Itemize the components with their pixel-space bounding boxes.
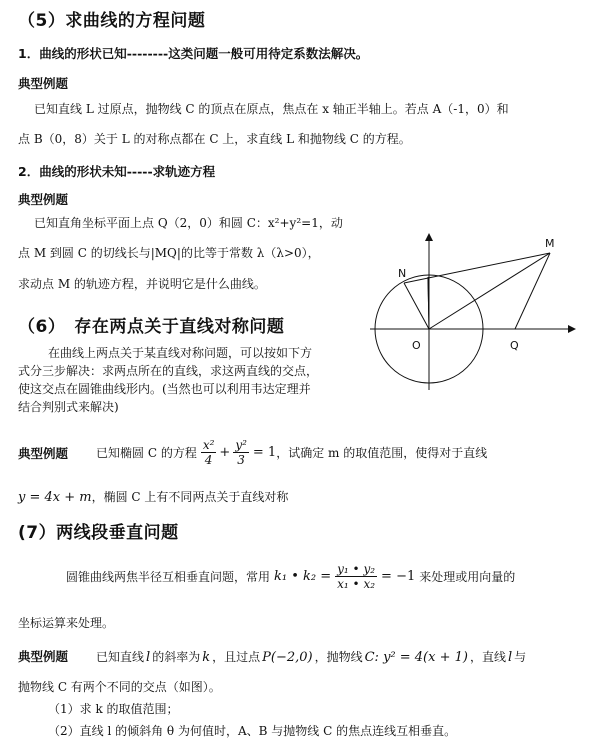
- var-k: k: [202, 650, 211, 665]
- fraction-y2-over-3: [233, 438, 249, 467]
- question-2: （2）直线 l 的倾斜角 θ 为何值时，A、B 与抛物线 C 的焦点连线互相垂直。: [48, 724, 457, 738]
- section-7-para: [66, 562, 515, 591]
- section-6-example: [18, 438, 487, 467]
- example-label: 典型例题: [18, 76, 69, 91]
- paragraph-text: 圆锥曲线两焦半径互相垂直问题，常用: [66, 570, 271, 584]
- example-2-line-2: 点 M 到圆 C 的切线长与|MQ|的比等于常数 λ（λ>0），: [18, 246, 320, 260]
- denominator: 4: [204, 453, 213, 467]
- example-text: ，椭圆 C 上有不同两点关于直线对称: [91, 490, 289, 504]
- label-n: N: [398, 267, 407, 280]
- fraction-y-over-x: [335, 562, 377, 591]
- numerator: y²: [235, 438, 247, 452]
- parabola-equation: C: y² = 4(x + 1): [364, 650, 468, 665]
- section-5-heading: （5）求曲线的方程问题: [18, 11, 206, 31]
- example-2-line-1: 已知直角坐标平面上点 Q（2，0）和圆 C：x²+y²=1，动: [34, 216, 343, 230]
- example-text: 与: [514, 650, 527, 664]
- example-text: 的斜率为: [152, 650, 201, 664]
- section-6-para-line-2: 式分三步解决：求两点所在的直线，求这两直线的交点，: [18, 364, 319, 378]
- example-text: ，且过点: [212, 650, 261, 664]
- equals-minus-one: = −1: [381, 569, 416, 584]
- denominator: 3: [237, 453, 245, 467]
- example-text: ，抛物线: [314, 650, 363, 664]
- var-l: l: [507, 650, 513, 665]
- section-5-subheading-2: 2．曲线的形状未知-----求轨迹方程: [18, 164, 216, 179]
- example-label: 典型例题: [18, 445, 69, 461]
- tangent-mn: [404, 253, 550, 283]
- var-l: l: [146, 650, 151, 665]
- numerator: x²: [202, 438, 215, 452]
- section-6-example-line-2: [18, 486, 288, 505]
- label-o: O: [412, 339, 421, 352]
- example-2-line-3: 求动点 M 的轨迹方程，并说明它是什么曲线。: [18, 277, 266, 291]
- section-6-para-line-1: 在曲线上两点关于某直线对称问题，可以按如下方: [48, 346, 313, 360]
- section-6-para-line-3: 使这交点在圆锥曲线形内。(当然也可以利用韦达定理并: [18, 382, 311, 396]
- example-label: 典型例题: [18, 649, 69, 664]
- k-product: k₁ • k₂ =: [274, 569, 332, 584]
- numerator: y₁ • y₂: [337, 562, 376, 576]
- example-1-line-1: 已知直线 L 过原点，抛物线 C 的顶点在原点，焦点在 x 轴正半轴上。若点 A（-1，0）和: [34, 102, 509, 116]
- line-equation: y = 4x + m: [18, 490, 92, 505]
- plus-sign: +: [219, 445, 231, 460]
- segment-om: [429, 253, 550, 329]
- section-7-para-line-2: 坐标运算来处理。: [18, 616, 115, 630]
- example-label: 典型例题: [18, 192, 69, 207]
- label-q: Q: [510, 339, 519, 352]
- label-m: M: [545, 237, 555, 250]
- example-text: 已知直线: [96, 650, 145, 664]
- section-7-heading: (7）两线段垂直问题: [18, 523, 179, 543]
- example-1-line-2: 点 B（0，8）关于 L 的对称点都在 C 上，求直线 L 和抛物线 C 的方程。: [18, 132, 411, 146]
- section-7-example-line-2: 抛物线 C 有两个不同的交点（如图）。: [18, 680, 221, 694]
- example-text: ，直线: [469, 650, 506, 664]
- fraction-x2-over-4: [201, 438, 217, 467]
- denominator: x₁ • x₂: [337, 577, 376, 591]
- section-5-subheading-1: 1．曲线的形状已知--------这类问题一般可用待定系数法解决。: [18, 46, 369, 61]
- example-text: 已知椭圆 C 的方程: [96, 446, 197, 460]
- paragraph-text: 来处理或用向量的: [419, 570, 516, 584]
- section-7-example: [18, 647, 526, 665]
- section-6-para-line-4: 结合判别式来解决): [18, 400, 119, 414]
- circle-tangent-diagram: [360, 225, 580, 395]
- segment-no: [404, 283, 429, 329]
- point-p: P(−2,0): [262, 650, 313, 665]
- section-6-heading: （6） 存在两点关于直线对称问题: [18, 317, 285, 337]
- question-1: （1）求 k 的取值范围；: [48, 702, 179, 716]
- example-text: ，试确定 m 的取值范围，使得对于直线: [276, 446, 488, 460]
- equals-one: = 1: [252, 445, 277, 460]
